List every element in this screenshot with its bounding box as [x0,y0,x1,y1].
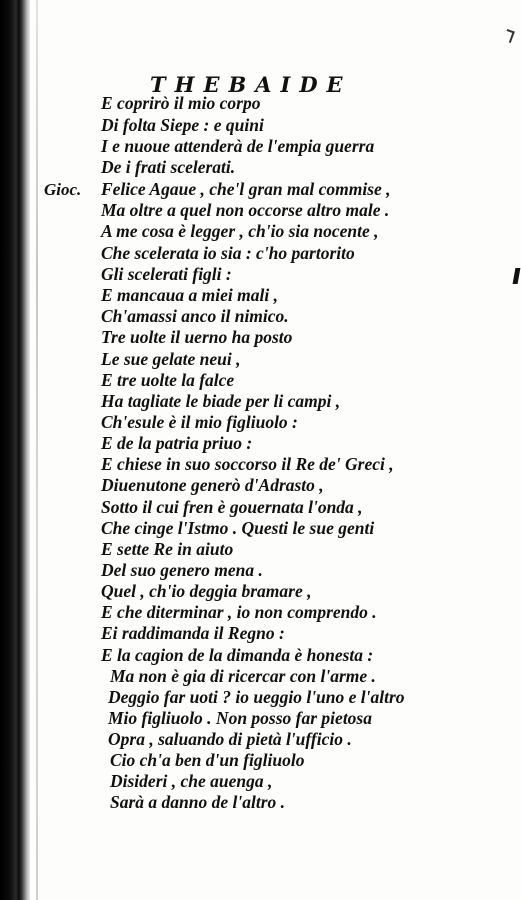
verse-line: Ch'amassi anco il nimico. [101,306,289,326]
running-title: THEBAIDE [150,72,352,97]
verse-line: Ma oltre a quel non occorse altro male . [101,200,390,220]
verse-line: E sette Re in aiuto [101,539,234,559]
verse-line: Ha tagliate le biade per li campi , [101,391,341,411]
verse-line: Ma non è gia di ricercar con l'arme . [110,666,376,686]
verse-line: Deggio far uoti ? io ueggio l'uno e l'altro [108,687,405,707]
verse-line: E che diterminar , io non comprendo . [101,602,377,622]
verse-line: Che scelerata io sia : c'ho partorito [101,243,355,263]
verse-line: Gli scelerati figli : [101,264,232,284]
verse-line: Ei raddimanda il Regno : [101,623,285,643]
page-edge-mark-top [503,29,515,43]
verse-line: Che cinge l'Istmo . Questi le sue genti [101,518,375,538]
verse-line: E tre uolte la falce [101,370,235,390]
verse-line: Mio figliuolo . Non posso far pietosa [108,708,372,728]
verse-line: Cio ch'a ben d'un figliuolo [110,750,305,770]
book-binding-gutter [0,0,30,900]
verse-line: E la cagion de la dimanda è honesta : [101,645,374,665]
verse-line: E de la patria priuo : [101,433,253,453]
verse-line: Quel , ch'io deggia bramare , [101,581,312,601]
verse-line: E mancaua a miei mali , [101,285,278,305]
verse-line: Sarà a danno de l'altro . [110,792,286,812]
page-edge-mark-right [513,268,521,284]
verse-line: Disideri , che auenga , [110,771,273,791]
verse-line: Sotto il cui fren è gouernata l'onda , [101,497,363,517]
verse-line: Le sue gelate neui , [101,349,241,369]
speaker-label: Gioc. [44,180,82,199]
verse-line: A me cosa è legger , ch'io sia nocente , [101,221,379,241]
verse-line: Opra , saluando di pietà l'ufficio . [108,729,352,749]
verse-line: Del suo genero mena . [101,560,263,580]
verse-line: Felice Agaue , che'l gran mal commise , [101,179,391,199]
verse-line: Di folta Siepe : e quini [101,115,264,135]
verse-line: Tre uolte il uerno ha posto [101,327,293,347]
verse-line: E chiese in suo soccorso il Re de' Greci , [101,454,394,474]
verse-line: De i frati scelerati. [101,157,236,177]
verse-line: I e nuoue attenderà de l'empia guerra [101,136,375,156]
gutter-shadow-line [36,0,38,900]
verse-line: Diuenutone generò d'Adrasto , [101,475,324,495]
verse-line: Ch'esule è il mio figliuolo : [101,412,298,432]
verse-line: E coprirò il mio corpo [101,93,261,113]
